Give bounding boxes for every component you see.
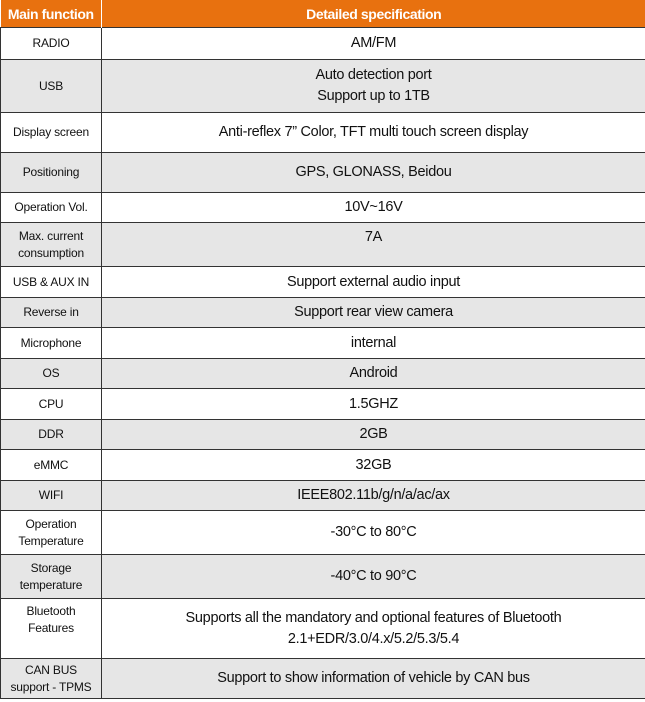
function-label: Storage: [30, 560, 72, 575]
function-cell: [1, 28, 102, 60]
function-cell: [1, 359, 102, 389]
spec-cell: [102, 223, 645, 267]
spec-value: 32GB: [355, 456, 392, 473]
function-cell: [1, 659, 102, 699]
function-cell: [1, 511, 102, 555]
header-main-function: Main function: [1, 0, 102, 28]
spec-value: Support to show information of vehicle by CAN bus: [217, 670, 530, 686]
spec-cell: [102, 511, 645, 555]
function-label: Max. current: [18, 228, 84, 243]
spec-cell: [102, 450, 645, 481]
spec-value: -40°C to 90°C: [330, 568, 417, 584]
table-row: [1, 298, 645, 328]
spec-cell: [102, 389, 645, 420]
spec-value: Anti-reflex 7” Color, TFT multi touch screen display: [218, 124, 529, 140]
function-label: USB: [38, 78, 64, 93]
spec-cell: [102, 555, 645, 599]
spec-cell: [102, 298, 645, 328]
table-row: [1, 153, 645, 193]
function-label: Temperature: [18, 533, 84, 548]
spec-value: Android: [349, 365, 398, 381]
spec-cell: [102, 267, 645, 298]
function-cell: [1, 555, 102, 599]
table-row: [1, 193, 645, 223]
function-cell: [1, 328, 102, 359]
function-cell: [1, 389, 102, 420]
table-row: [1, 113, 645, 153]
function-label: Positioning: [22, 165, 80, 179]
function-label: Reverse in: [23, 305, 79, 319]
function-cell: [1, 267, 102, 298]
table-row: [1, 420, 645, 450]
spec-cell: [102, 659, 645, 699]
function-cell: [1, 223, 102, 267]
spec-cell: [102, 328, 645, 359]
spec-value: Auto detection port: [315, 67, 432, 83]
function-cell: [1, 193, 102, 223]
spec-cell: [102, 420, 645, 450]
function-label: Display screen: [13, 125, 89, 139]
spec-value: Support up to 1TB: [317, 88, 430, 104]
function-label: Bluetooth: [26, 604, 76, 618]
function-cell: [1, 599, 102, 659]
function-label: RADIO: [32, 36, 70, 50]
spec-value: 2.1+EDR/3.0/4.x/5.2/5.3/5.4: [287, 630, 460, 647]
spec-cell: [102, 359, 645, 389]
function-label: Features: [28, 621, 74, 635]
spec-value: Supports all the mandatory and optional features of Bluetooth: [185, 609, 562, 626]
table-row: [1, 511, 645, 555]
function-label: consumption: [18, 245, 84, 260]
table-row: [1, 28, 645, 60]
function-label: support - TPMS: [10, 679, 92, 694]
spec-value: 10V~16V: [344, 199, 403, 215]
table-header-row: [1, 0, 645, 28]
function-label: DDR: [38, 427, 64, 441]
spec-cell: [102, 193, 645, 223]
spec-value: IEEE802.11b/g/n/a/ac/ax: [297, 487, 450, 503]
function-label: CPU: [38, 396, 64, 411]
function-label: temperature: [19, 577, 83, 592]
spec-value: Support external audio input: [287, 273, 460, 290]
spec-cell: [102, 599, 645, 659]
spec-value: internal: [350, 334, 397, 351]
table-row: [1, 359, 645, 389]
function-cell: [1, 420, 102, 450]
function-label: eMMC: [33, 457, 69, 472]
spec-value: -30°C to 80°C: [330, 524, 417, 540]
spec-cell: [102, 153, 645, 193]
spec-value: GPS, GLONASS, Beidou: [295, 164, 452, 180]
function-cell: [1, 450, 102, 481]
spec-cell: [102, 28, 645, 60]
function-cell: [1, 153, 102, 193]
table-row: [1, 599, 645, 659]
spec-value: AM/FM: [350, 35, 397, 51]
table-row: [1, 450, 645, 481]
table-row: [1, 555, 645, 599]
function-label: USB & AUX IN: [12, 274, 90, 289]
header-detailed-specification: Detailed specification: [102, 0, 645, 28]
function-cell: [1, 481, 102, 511]
table-row: [1, 60, 645, 113]
table-row: [1, 267, 645, 298]
function-label: OS: [42, 366, 60, 380]
function-label: WIFI: [38, 488, 64, 502]
spec-cell: [102, 481, 645, 511]
function-label: Microphone: [20, 335, 82, 350]
table-row: [1, 659, 645, 699]
table-row: [1, 328, 645, 359]
function-cell: [1, 60, 102, 113]
spec-cell: [102, 113, 645, 153]
spec-cell: [102, 60, 645, 113]
table-row: [1, 481, 645, 511]
spec-value: 7A: [364, 229, 383, 245]
function-cell: [1, 298, 102, 328]
table-row: [1, 389, 645, 420]
function-label: Operation Vol.: [14, 200, 88, 214]
spec-value: 1.5GHZ: [349, 395, 398, 412]
spec-value: 2GB: [359, 426, 388, 442]
function-label: CAN BUS: [25, 662, 77, 677]
table-row: [1, 223, 645, 267]
function-cell: [1, 113, 102, 153]
spec-value: Support rear view camera: [294, 304, 453, 320]
function-label: Operation: [25, 516, 77, 531]
